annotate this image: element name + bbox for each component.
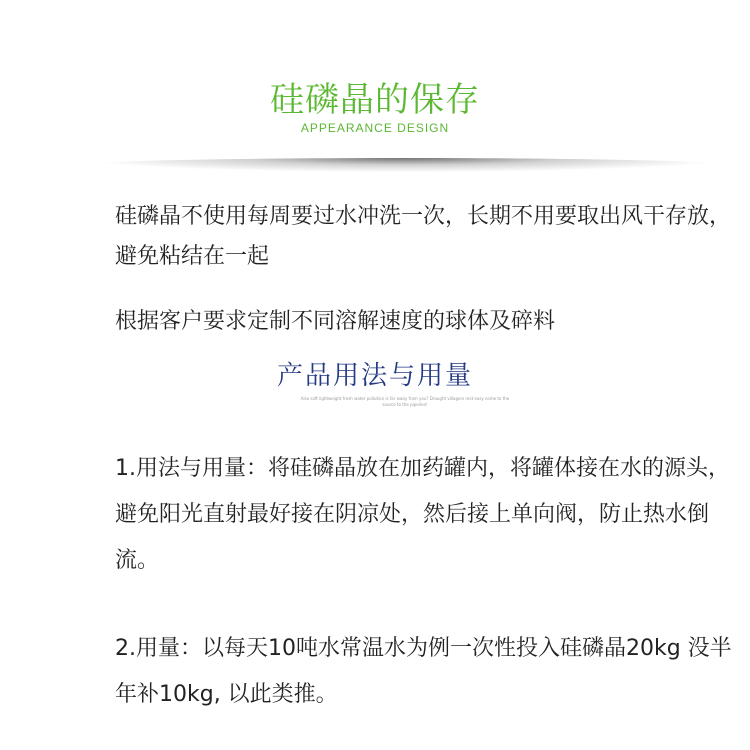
usage-step-1: 1.用法与用量：将硅磷晶放在加药罐内，将罐体接在水的源头，避免阳光直射最好接在阴凉处，然后接上单向阀，防止热水倒流。	[115, 456, 730, 573]
customization-paragraph: 根据客户要求定制不同溶解速度的球体及碎料	[115, 309, 556, 334]
header-divider	[84, 158, 726, 172]
page-subtitle: APPEARANCE DESIGN	[300, 121, 450, 135]
usage-fineprint: Also soft lightweight fresh water pollution is far away from you? Drought villagers rest easy come to the source to the pipeline!	[300, 396, 510, 407]
storage-paragraph: 硅磷晶不使用每周要过水冲洗一次，长期不用要取出风干存放，避免粘结在一起	[115, 204, 732, 269]
page-title: 硅磷晶的保存	[270, 80, 480, 120]
usage-step-2: 2.用量：以每天10吨水常温水为例一次性投入硅磷晶20kg 没半年补10kg, 以此类推。	[115, 636, 732, 707]
usage-section-title: 产品用法与用量	[276, 361, 473, 391]
